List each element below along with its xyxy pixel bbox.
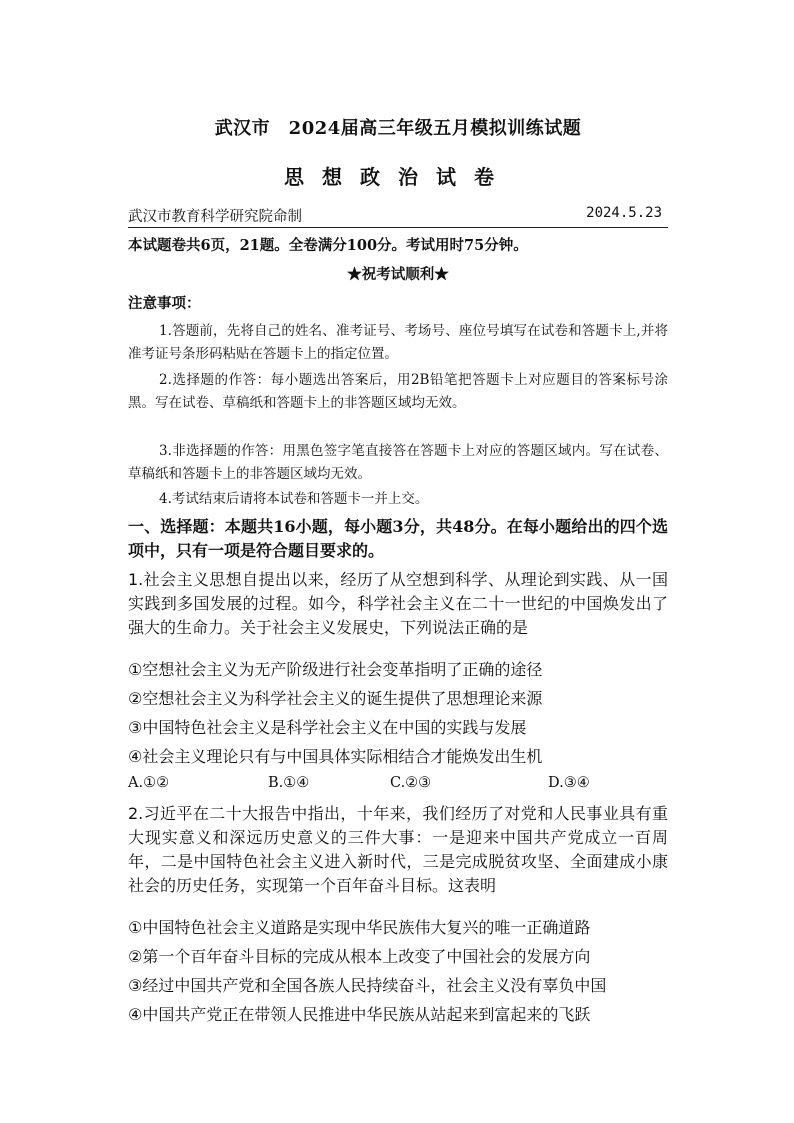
question-2-option: ②第一个百年奋斗目标的完成从根本上改变了中国社会的发展方向 — [128, 947, 591, 966]
choice-d: D.③④ — [548, 775, 590, 791]
question-1-option: ②空想社会主义为科学社会主义的诞生提供了思想理论来源 — [128, 689, 543, 708]
question-1-choices — [128, 775, 668, 795]
subject-title: 思想政治试卷 — [284, 165, 512, 189]
question-2-option: ①中国特色社会主义道路是实现中华民族伟大复兴的唯一正确道路 — [128, 918, 591, 937]
choice-c: C.②③ — [390, 775, 432, 791]
question-2-stem: 2.习近平在二十大报告中指出，十年来，我们经历了对党和人民事业具有重大现实意义和深远历史意义的三件大事：一是迎来中国共产党成立一百周年，二是中国特色社会主义进入新时代，三是完成脱贫攻坚、全面建成小康社会的历史任务，实现第一个百年奋斗目标。这表明 — [128, 804, 668, 895]
question-1-option: ①空想社会主义为无产阶级进行社会变革指明了正确的途径 — [128, 660, 543, 679]
question-1-option: ③中国特色社会主义是科学社会主义在中国的实践与发展 — [128, 718, 527, 737]
question-1-stem: 1.社会主义思想自提出以来，经历了从空想到科学、从理论到实践、从一国实践到多国发展的过程。如今，科学社会主义在二十一世纪的中国焕发出了强大的生命力。关于社会主义发展史，下列说法正确的是 — [128, 570, 668, 637]
question-1-option: ④社会主义理论只有与中国具体实际相结合才能焕发出生机 — [128, 747, 543, 766]
notice-item: 3.非选择题的作答：用黑色签字笔直接答在答题卡上对应的答题区域内。写在试卷、草稿纸和答题卡上的非答题区域均无效。 — [128, 443, 668, 482]
section-one-heading: 一、选择题：本题共16小题，每小题3分，共48分。在每小题给出的四个选项中，只有一项是符合题目要求的。 — [128, 517, 668, 560]
good-luck-banner: ★祝考试顺利★ — [347, 266, 449, 283]
exam-summary: 本试题卷共6页，21题。全卷满分100分。考试用时75分钟。 — [128, 237, 528, 254]
issuer-text: 武汉市教育科学研究院命制 — [128, 209, 302, 225]
notice-item: 2.选择题的作答：每小题选出答案后，用2B铅笔把答题卡上对应题目的答案标号涂黑。写在试卷、草稿纸和答题卡上的非答题区域均无效。 — [128, 372, 668, 411]
exam-title: 武汉市 2024届高三年级五月模拟训练试题 — [214, 118, 582, 139]
issuer-row — [128, 205, 668, 228]
notice-item: 1.答题前，先将自己的姓名、准考证号、考场号、座位号填写在试卷和答题卡上,并将准考证号条形码粘贴在答题卡上的指定位置。 — [128, 323, 668, 362]
notice-item: 4.考试结束后请将本试卷和答题卡一并上交。 — [159, 491, 429, 507]
choice-b: B.①④ — [268, 775, 310, 791]
question-2-option: ④中国共产党正在带领人民推进中华民族从站起来到富起来的飞跃 — [128, 1005, 591, 1024]
question-2-option: ③经过中国共产党和全国各族人民持续奋斗，社会主义没有辜负中国 — [128, 976, 607, 995]
choice-a: A.①② — [128, 775, 170, 791]
notice-heading: 注意事项： — [128, 295, 201, 312]
exam-date: 2024.5.23 — [586, 205, 662, 221]
